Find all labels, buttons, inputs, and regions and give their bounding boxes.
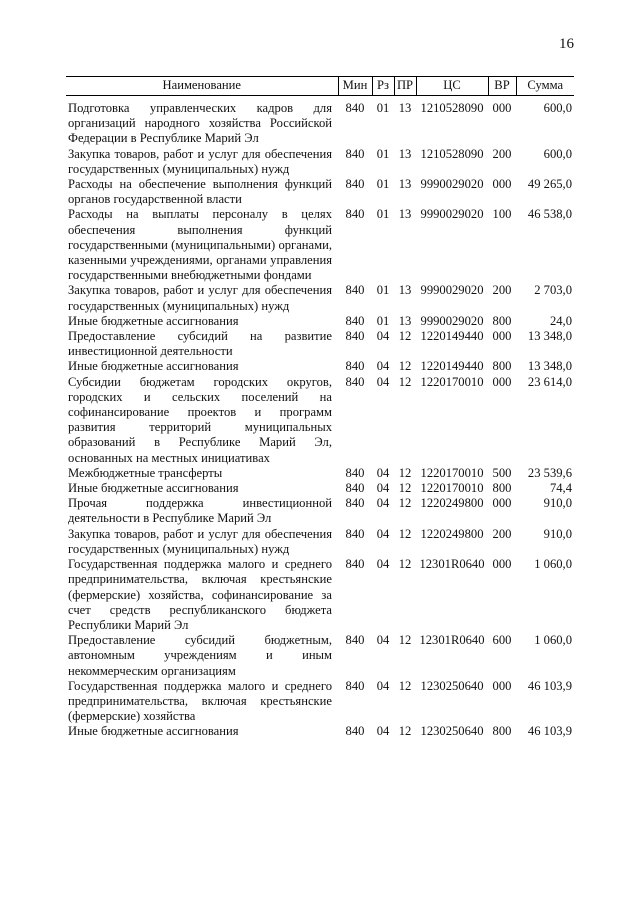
row-vr: 800 — [492, 481, 512, 496]
row-vr: 200 — [492, 283, 512, 298]
column-header-pr: ПР — [394, 77, 416, 96]
row-min: 840 — [345, 207, 365, 222]
column-header-cs: ЦС — [416, 77, 488, 96]
row-pr: 13 — [398, 177, 412, 192]
row-min: 840 — [345, 283, 365, 298]
row-min: 840 — [345, 313, 365, 328]
row-rz: 01 — [376, 146, 390, 161]
row-vr: 800 — [492, 359, 512, 374]
row-sum: 13 348,0 — [527, 329, 572, 344]
row-min: 840 — [345, 359, 365, 374]
row-cs: 12301R0640 — [419, 557, 485, 572]
row-vr: 000 — [492, 557, 512, 572]
row-cs: 1210528090 — [420, 146, 484, 161]
row-vr: 200 — [492, 146, 512, 161]
row-pr: 12 — [398, 633, 412, 648]
row-min: 840 — [345, 526, 365, 541]
column-header-vr: ВР — [488, 77, 516, 96]
table-row — [66, 724, 574, 739]
row-min: 840 — [345, 678, 365, 693]
row-pr: 12 — [398, 557, 412, 572]
row-cs: 1210528090 — [420, 101, 484, 115]
row-pr: 12 — [398, 678, 412, 693]
row-pr: 13 — [398, 283, 412, 298]
row-name: Межбюджетные трансферты — [68, 465, 223, 480]
row-vr: 800 — [492, 724, 512, 739]
row-min: 840 — [345, 496, 365, 511]
row-name: Расходы на выплаты персоналу в целях обеспечения выполнения функций государственными (муниципальными) органами, казенными учреждениями, органами управления государственными внебюджетными фондами — [68, 207, 332, 283]
table-row — [66, 314, 574, 329]
row-rz: 04 — [376, 374, 390, 389]
row-rz: 01 — [376, 313, 390, 328]
row-rz: 04 — [376, 557, 390, 572]
row-pr: 12 — [398, 359, 412, 374]
row-cs: 1220149440 — [420, 359, 484, 374]
row-name: Закупка товаров, работ и услуг для обеспечения государственных (муниципальных) нужд — [68, 283, 332, 313]
row-sum: 74,4 — [549, 481, 572, 496]
column-header-rz: Рз — [372, 77, 394, 96]
row-name: Прочая поддержка инвестиционной деятельности в Республике Марий Эл — [68, 496, 332, 526]
row-cs: 1220170010 — [420, 374, 484, 389]
table-row — [66, 557, 574, 633]
row-cs: 1220170010 — [420, 481, 484, 496]
row-pr: 12 — [398, 481, 412, 496]
page-number: 16 — [559, 36, 574, 52]
table-row — [66, 375, 574, 466]
row-name: Подготовка управленческих кадров для организаций народного хозяйства Российской Федерации в Республике Марий Эл — [68, 101, 332, 146]
table-row — [66, 96, 574, 147]
column-header-min: Мин — [338, 77, 372, 96]
row-sum: 910,0 — [543, 496, 572, 511]
table-row — [66, 481, 574, 496]
row-min: 840 — [345, 177, 365, 192]
table-row — [66, 147, 574, 177]
row-rz: 01 — [376, 177, 390, 192]
row-vr: 600 — [492, 633, 512, 648]
row-pr: 13 — [398, 101, 412, 115]
row-sum: 46 103,9 — [527, 678, 572, 693]
row-cs: 9990029020 — [420, 177, 484, 192]
row-vr: 000 — [492, 329, 512, 344]
row-sum: 2 703,0 — [534, 283, 572, 298]
row-pr: 12 — [398, 465, 412, 480]
table-row — [66, 633, 574, 679]
row-pr: 13 — [398, 313, 412, 328]
column-header-name: Наименование — [66, 77, 338, 96]
table-row — [66, 466, 574, 481]
table-row — [66, 177, 574, 207]
row-name: Закупка товаров, работ и услуг для обеспечения государственных (муниципальных) нужд — [68, 146, 332, 176]
row-sum: 24,0 — [549, 313, 572, 328]
row-sum: 600,0 — [543, 146, 572, 161]
row-cs: 1220149440 — [420, 329, 484, 344]
row-name: Государственная поддержка малого и среднего предпринимательства, включая крестьянские (фермерские) хозяйства — [68, 678, 332, 724]
row-cs: 9990029020 — [420, 313, 484, 328]
row-pr: 12 — [398, 496, 412, 511]
table-body — [66, 96, 574, 740]
table-row — [66, 207, 574, 283]
row-pr: 13 — [398, 207, 412, 222]
row-pr: 12 — [398, 526, 412, 541]
row-name: Расходы на обеспечение выполнения функций органов государственной власти — [68, 177, 332, 207]
budget-table — [66, 76, 574, 740]
row-sum: 13 348,0 — [527, 359, 572, 374]
row-name: Предоставление субсидий бюджетным, автономным учреждениям и иным некоммерческим организациям — [68, 633, 332, 678]
row-rz: 04 — [376, 465, 390, 480]
row-vr: 000 — [492, 177, 512, 192]
row-sum: 46 103,9 — [527, 724, 572, 739]
table-header — [66, 77, 574, 96]
row-pr: 12 — [398, 374, 412, 389]
row-sum: 23 614,0 — [527, 374, 572, 389]
row-min: 840 — [345, 633, 365, 648]
row-rz: 01 — [376, 283, 390, 298]
table-row — [66, 283, 574, 313]
row-pr: 12 — [398, 329, 412, 344]
row-rz: 01 — [376, 207, 390, 222]
row-cs: 1220249800 — [420, 526, 484, 541]
row-pr: 13 — [398, 146, 412, 161]
row-name: Закупка товаров, работ и услуг для обеспечения государственных (муниципальных) нужд — [68, 526, 332, 556]
row-rz: 04 — [376, 526, 390, 541]
row-rz: 01 — [376, 101, 390, 115]
row-rz: 04 — [376, 359, 390, 374]
row-rz: 04 — [376, 329, 390, 344]
row-sum: 23 539,6 — [527, 465, 572, 480]
row-cs: 9990029020 — [420, 283, 484, 298]
row-cs: 1220170010 — [420, 465, 484, 480]
row-cs: 12301R0640 — [419, 633, 485, 648]
row-rz: 04 — [376, 496, 390, 511]
row-rz: 04 — [376, 633, 390, 648]
row-cs: 1220249800 — [420, 496, 484, 511]
row-sum: 1 060,0 — [534, 557, 572, 572]
row-vr: 500 — [492, 465, 512, 480]
row-min: 840 — [345, 465, 365, 480]
table-row — [66, 496, 574, 526]
row-min: 840 — [345, 146, 365, 161]
row-pr: 12 — [398, 724, 412, 739]
row-min: 840 — [345, 724, 365, 739]
row-sum: 46 538,0 — [527, 207, 572, 222]
row-min: 840 — [345, 481, 365, 496]
row-vr: 000 — [492, 678, 512, 693]
row-cs: 1230250640 — [420, 678, 484, 693]
table-row — [66, 359, 574, 374]
table-row — [66, 679, 574, 725]
row-name: Государственная поддержка малого и среднего предпринимательства, включая крестьянские (фермерские) хозяйства, софинансирование за счет средств республиканского бюджета Республики Марий Эл — [68, 557, 332, 632]
row-min: 840 — [345, 101, 365, 115]
row-sum: 49 265,0 — [527, 177, 572, 192]
row-min: 840 — [345, 374, 365, 389]
row-rz: 04 — [376, 481, 390, 496]
row-vr: 000 — [492, 374, 512, 389]
row-min: 840 — [345, 557, 365, 572]
row-name: Иные бюджетные ассигнования — [68, 313, 239, 328]
row-rz: 04 — [376, 678, 390, 693]
table-row — [66, 329, 574, 359]
row-vr: 200 — [492, 526, 512, 541]
row-name: Субсидии бюджетам городских округов, городских и сельских поселений на софинансирование проектов и программ развития территорий муниципальных образований в Республике Марий Эл, основанных на местных инициативах — [68, 374, 332, 465]
row-vr: 800 — [492, 313, 512, 328]
row-vr: 000 — [492, 496, 512, 511]
column-header-sum: Сумма — [516, 77, 574, 96]
row-vr: 000 — [492, 101, 512, 115]
row-min: 840 — [345, 329, 365, 344]
row-sum: 600,0 — [543, 101, 572, 115]
row-name: Иные бюджетные ассигнования — [68, 724, 239, 739]
row-cs: 1230250640 — [420, 724, 484, 739]
row-name: Предоставление субсидий на развитие инвестиционной деятельности — [68, 329, 332, 359]
row-sum: 1 060,0 — [534, 633, 572, 648]
row-name: Иные бюджетные ассигнования — [68, 359, 239, 374]
row-vr: 100 — [492, 207, 512, 222]
row-cs: 9990029020 — [420, 207, 484, 222]
row-name: Иные бюджетные ассигнования — [68, 481, 239, 496]
row-rz: 04 — [376, 724, 390, 739]
table-row — [66, 527, 574, 557]
row-sum: 910,0 — [543, 526, 572, 541]
